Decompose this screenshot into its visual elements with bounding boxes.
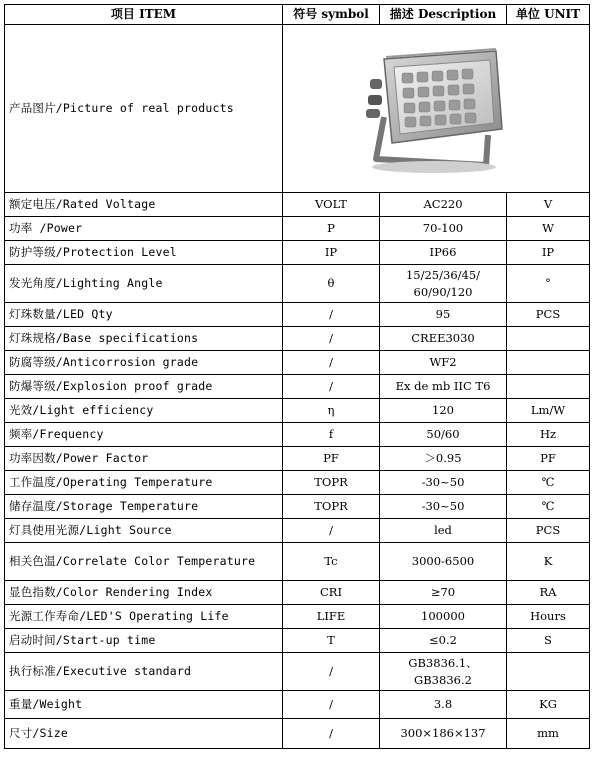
picture-row [5,25,590,193]
spec-item: 尺寸/Size [5,719,283,749]
spec-unit: W [507,217,590,241]
spec-row [5,423,590,447]
spec-item: 工作温度/Operating Temperature [5,471,283,495]
spec-symbol: P [283,217,380,241]
spec-item: 显色指数/Color Rendering Index [5,581,283,605]
spec-symbol: / [283,327,380,351]
spec-row [5,629,590,653]
spec-row [5,543,590,581]
spec-row [5,447,590,471]
spec-unit: V [507,193,590,217]
spec-item: 相关色温/Correlate Color Temperature [5,543,283,581]
spec-symbol: / [283,375,380,399]
spec-symbol: PF [283,447,380,471]
spec-symbol: VOLT [283,193,380,217]
spec-unit: Hours [507,605,590,629]
spec-row [5,265,590,303]
spec-rows [5,193,590,749]
spec-row [5,519,590,543]
spec-description: ≥70 [380,581,507,605]
spec-unit: ℃ [507,495,590,519]
spec-item: 执行标准/Executive standard [5,653,283,691]
spec-row [5,719,590,749]
spec-description: 15/25/36/45/ 60/90/120 [380,265,507,303]
spec-row [5,193,590,217]
spec-row [5,691,590,719]
spec-unit: IP [507,241,590,265]
header-description: 描述 Description [380,5,507,25]
spec-unit: ℃ [507,471,590,495]
spec-symbol: / [283,351,380,375]
product-photo-cell [283,25,590,193]
spec-row [5,241,590,265]
spec-unit [507,327,590,351]
spec-description: led [380,519,507,543]
spec-symbol: / [283,653,380,691]
spec-description: Ex de mb IIC T6 [380,375,507,399]
picture-row-label: 产品图片/Picture of real products [5,25,283,193]
spec-row [5,581,590,605]
header-item: 项目 ITEM [5,5,283,25]
spec-item: 发光角度/Lighting Angle [5,265,283,303]
spec-description: ≤0.2 [380,629,507,653]
spec-row [5,303,590,327]
spec-row [5,217,590,241]
spec-row [5,471,590,495]
spec-item: 灯珠规格/Base specifications [5,327,283,351]
spec-unit: KG [507,691,590,719]
spec-symbol: θ [283,265,380,303]
spec-item: 启动时间/Start-up time [5,629,283,653]
spec-description: ＞0.95 [380,447,507,471]
spec-item: 功率因数/Power Factor [5,447,283,471]
spec-symbol: / [283,719,380,749]
spec-symbol: / [283,303,380,327]
spec-row [5,399,590,423]
spec-description: 3.8 [380,691,507,719]
spec-row [5,375,590,399]
spec-item: 灯具使用光源/Light Source [5,519,283,543]
spec-item: 灯珠数量/LED Qty [5,303,283,327]
spec-description: CREE3030 [380,327,507,351]
spec-description: WF2 [380,351,507,375]
spec-symbol: TOPR [283,495,380,519]
spec-symbol: IP [283,241,380,265]
spec-symbol: Tc [283,543,380,581]
spec-description: -30~50 [380,495,507,519]
spec-unit: Lm/W [507,399,590,423]
spec-description: 3000-6500 [380,543,507,581]
spec-symbol: CRI [283,581,380,605]
spec-table [4,4,590,749]
floodlight-product-image [356,39,516,179]
spec-item: 防护等级/Protection Level [5,241,283,265]
spec-description: GB3836.1、 GB3836.2 [380,653,507,691]
header-row [5,5,590,25]
spec-unit: PCS [507,519,590,543]
header-unit: 单位 UNIT [507,5,590,25]
spec-symbol: TOPR [283,471,380,495]
spec-unit [507,375,590,399]
spec-description: AC220 [380,193,507,217]
spec-unit [507,351,590,375]
spec-item: 防腐等级/Anticorrosion grade [5,351,283,375]
spec-unit: K [507,543,590,581]
spec-row [5,495,590,519]
spec-row [5,653,590,691]
spec-unit: ° [507,265,590,303]
spec-description: 70-100 [380,217,507,241]
spec-description: 95 [380,303,507,327]
spec-unit: PCS [507,303,590,327]
spec-item: 重量/Weight [5,691,283,719]
spec-description: 50/60 [380,423,507,447]
spec-item: 光效/Light efficiency [5,399,283,423]
spec-symbol: η [283,399,380,423]
spec-item: 功率 /Power [5,217,283,241]
spec-item: 频率/Frequency [5,423,283,447]
spec-description: 120 [380,399,507,423]
spec-row [5,605,590,629]
spec-unit [507,653,590,691]
spec-symbol: f [283,423,380,447]
spec-description: 300×186×137 [380,719,507,749]
spec-symbol: / [283,519,380,543]
spec-item: 储存温度/Storage Temperature [5,495,283,519]
spec-symbol: T [283,629,380,653]
spec-item: 光源工作寿命/LED'S Operating Life [5,605,283,629]
spec-unit: mm [507,719,590,749]
spec-symbol: LIFE [283,605,380,629]
spec-description: -30~50 [380,471,507,495]
spec-row [5,327,590,351]
spec-description: IP66 [380,241,507,265]
spec-item: 防爆等级/Explosion proof grade [5,375,283,399]
spec-unit: PF [507,447,590,471]
header-symbol: 符号 symbol [283,5,380,25]
spec-unit: Hz [507,423,590,447]
spec-symbol: / [283,691,380,719]
spec-unit: S [507,629,590,653]
spec-item: 额定电压/Rated Voltage [5,193,283,217]
spec-description: 100000 [380,605,507,629]
spec-unit: RA [507,581,590,605]
spec-row [5,351,590,375]
